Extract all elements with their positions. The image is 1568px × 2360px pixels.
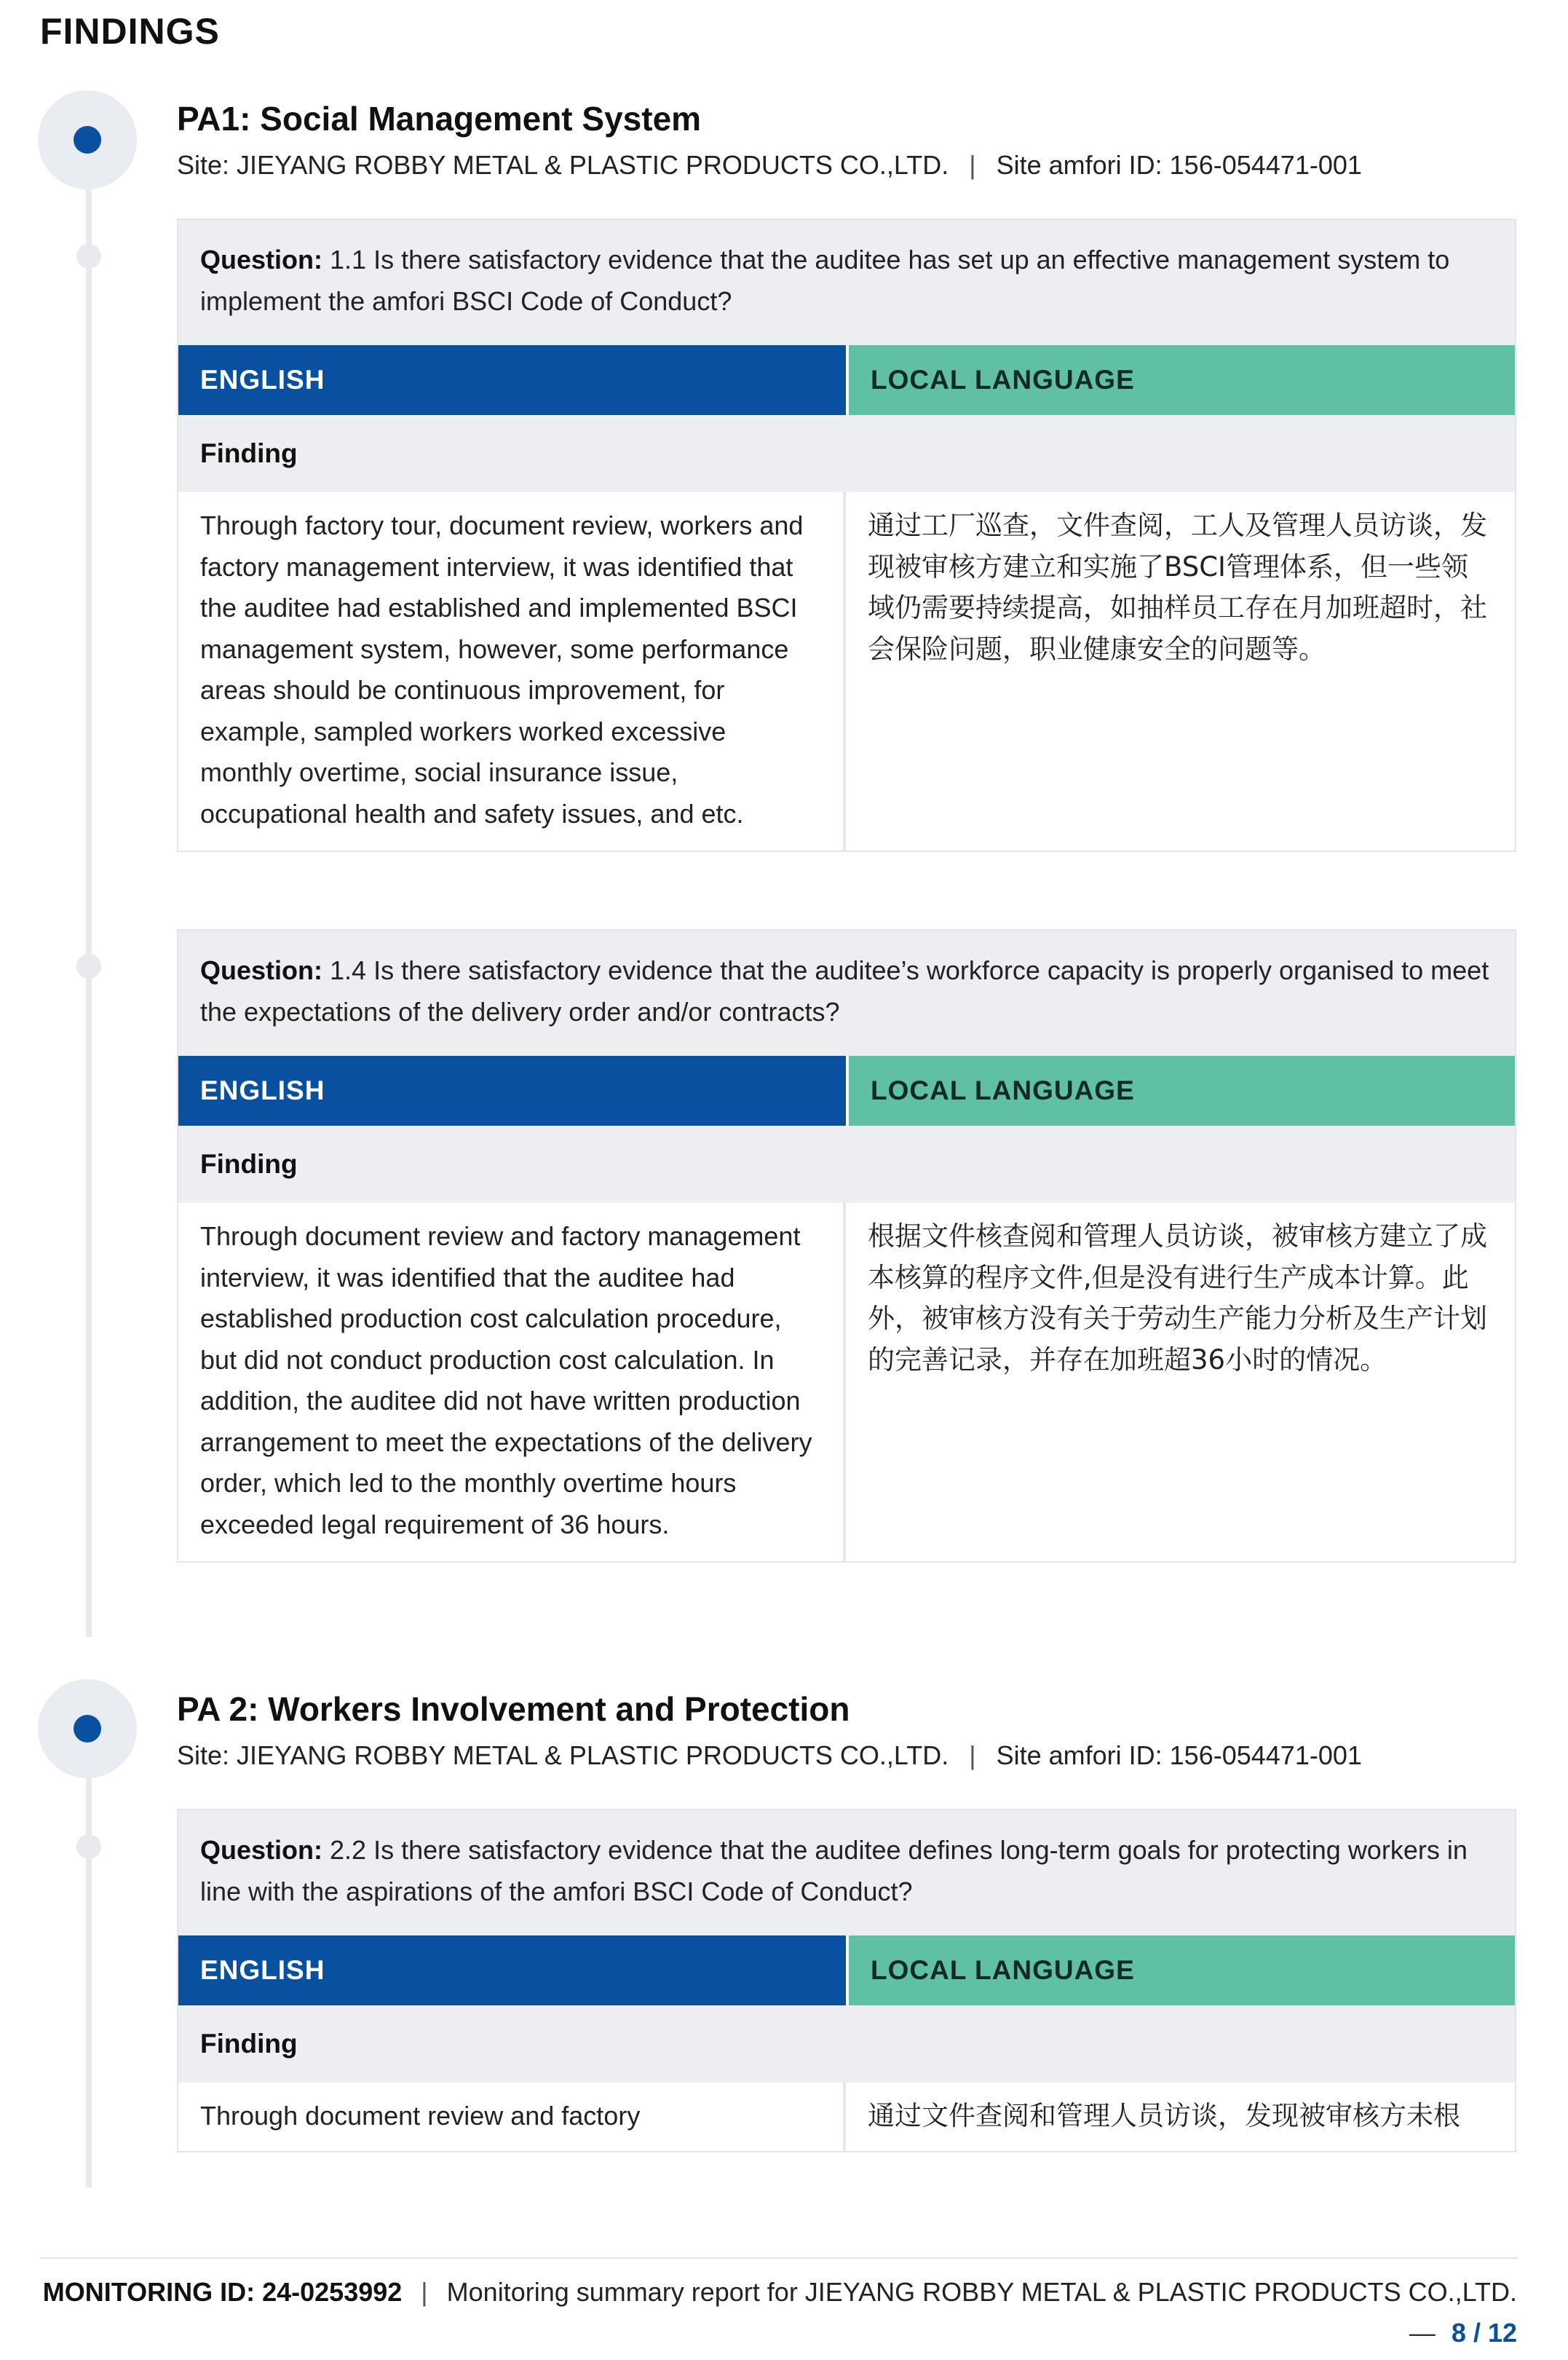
finding-local-text: 通过工厂巡查，文件查阅，工人及管理人员访谈，发现被审核方建立和实施了BSCI管理体系，但一些领域仍需要持续提高，如抽样员工存在月加班超时，社会保险问题，职业健康安全的问题等。 (868, 510, 1487, 665)
finding-label: Finding (178, 1126, 1515, 1203)
finding-content-row (178, 2083, 1515, 2151)
finding-english-text: Through document review and factory management interview, it was identified that the auditee had established production cost calculation procedure, but did not conduct production cost calculation. In addition, the auditee did not have written production arrangement to meet the expectations of the delivery order, which led to the monthly overtime hours exceeded legal requirement of 36 hours. (178, 1203, 846, 1561)
footer-dash: — (1409, 2318, 1436, 2348)
monitoring-id: MONITORING ID: 24-0253992 (42, 2277, 403, 2307)
finding-local-text: 通过文件查阅和管理人员访谈，发现被审核方未根 (868, 2100, 1460, 2131)
report-summary-title: Monitoring summary report for JIEYANG ROBBY METAL & PLASTIC PRODUCTS CO.,LTD. (446, 2277, 1517, 2307)
language-header-row (178, 1935, 1515, 2005)
timeline-line (86, 1769, 92, 2187)
language-header-row (178, 345, 1515, 415)
section-marker (38, 1679, 137, 1778)
finding-label: Finding (178, 415, 1515, 492)
finding-local-text: 根据文件核查阅和管理人员访谈，被审核方建立了成本核算的程序文件,但是没有进行生产成本计算。此外，被审核方没有关于劳动生产能力分析及生产计划的完善记录，并存在加班超36小时的情况。 (868, 1220, 1487, 1376)
section-marker-dot (74, 1715, 101, 1743)
section-marker (38, 90, 137, 189)
english-header: ENGLISH (178, 1935, 846, 2005)
question-text-block (178, 220, 1515, 345)
site-line (177, 1740, 1362, 1771)
question-text: 2.2 Is there satisfactory evidence that the auditee defines long-term goals for protecting workers in line with the aspirations of the amfori BSCI Code of Conduct? (200, 1835, 1468, 1906)
question-marker (76, 1834, 101, 1859)
section-marker-dot (74, 126, 101, 154)
finding-content-row (178, 492, 1515, 851)
site-amfori-id: Site amfori ID: 156-054471-001 (996, 1740, 1362, 1770)
local-language-header: LOCAL LANGUAGE (849, 1935, 1515, 2005)
footer (32, 2272, 1517, 2353)
question-prefix: Question: (200, 1835, 322, 1865)
page-number: 8 / 12 (1451, 2318, 1517, 2348)
timeline-line (86, 182, 92, 1637)
local-language-header: LOCAL LANGUAGE (849, 1056, 1515, 1126)
question-prefix: Question: (200, 955, 322, 985)
language-header-row (178, 1056, 1515, 1126)
question-text: 1.1 Is there satisfactory evidence that the auditee has set up an effective management system to implement the amfori BSCI Code of Conduct? (200, 245, 1450, 316)
finding-english-text: Through factory tour, document review, workers and factory management interview, it was identified that the auditee had established and implemented BSCI management system, however, some performance areas should be continuous improvement, for example, sampled workers worked excessive monthly overtime, social insurance issue, occupational health and safety issues, and etc. (178, 492, 846, 851)
question-text: 1.4 Is there satisfactory evidence that the auditee’s workforce capacity is properly organised to meet the expectations of the delivery order and/or contracts? (200, 955, 1489, 1027)
section-title: PA1: Social Management System (177, 100, 702, 138)
finding-label: Finding (178, 2005, 1515, 2083)
site-separator: | (969, 150, 976, 180)
site-separator: | (969, 1740, 976, 1770)
finding-content-row (178, 1203, 1515, 1561)
question-text-block (178, 1810, 1515, 1935)
site-amfori-id: Site amfori ID: 156-054471-001 (996, 150, 1362, 180)
question-card (177, 1809, 1516, 2152)
footer-divider (40, 2257, 1518, 2259)
site-name: Site: JIEYANG ROBBY METAL & PLASTIC PRODUCTS CO.,LTD. (177, 150, 949, 180)
question-prefix: Question: (200, 245, 322, 275)
local-language-header: LOCAL LANGUAGE (849, 345, 1515, 415)
finding-english-text: Through document review and factory (178, 2083, 846, 2151)
footer-separator: | (421, 2277, 428, 2307)
question-text-block (178, 931, 1515, 1056)
site-name: Site: JIEYANG ROBBY METAL & PLASTIC PRODUCTS CO.,LTD. (177, 1740, 949, 1770)
question-card (177, 929, 1516, 1563)
page-heading: FINDINGS (40, 11, 220, 52)
question-marker (76, 244, 101, 269)
section-title: PA 2: Workers Involvement and Protection (177, 1690, 850, 1728)
question-card (177, 218, 1516, 852)
site-line (177, 150, 1362, 181)
english-header: ENGLISH (178, 345, 846, 415)
english-header: ENGLISH (178, 1056, 846, 1126)
question-marker (76, 954, 101, 979)
